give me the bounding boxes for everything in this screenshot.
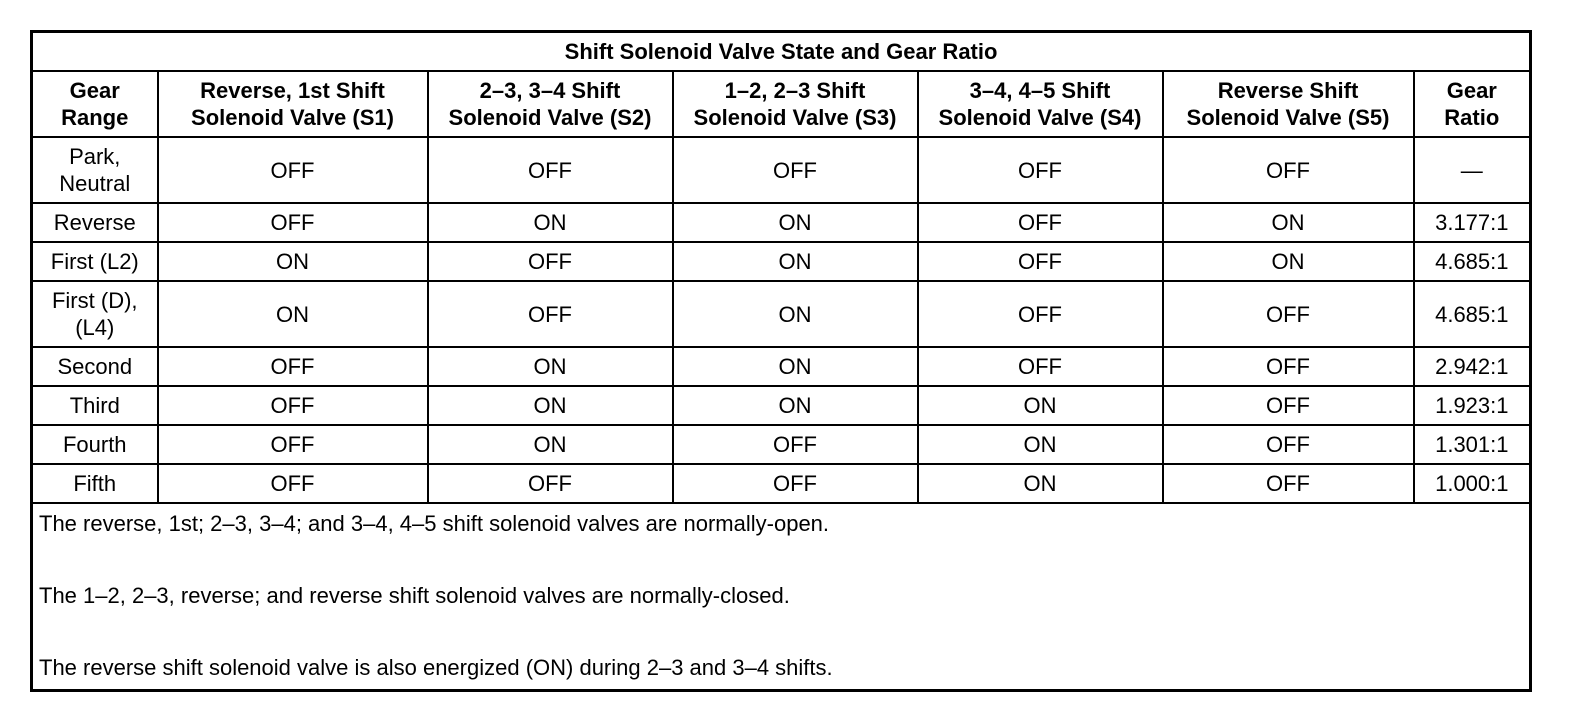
s1-state-cell: OFF bbox=[158, 425, 428, 464]
s3-state-cell: ON bbox=[673, 347, 918, 386]
s5-state-cell: OFF bbox=[1163, 386, 1414, 425]
s2-state-cell: OFF bbox=[428, 137, 673, 203]
note-normally-open: The reverse, 1st; 2–3, 3–4; and 3–4, 4–5 shift solenoid valves are normally-open. bbox=[39, 511, 830, 536]
s2-state-cell: OFF bbox=[428, 281, 673, 347]
s5-state-cell: OFF bbox=[1163, 137, 1414, 203]
header-line: Solenoid Valve (S3) bbox=[693, 105, 897, 130]
s1-state-cell: ON bbox=[158, 281, 428, 347]
s4-state-cell: OFF bbox=[918, 281, 1163, 347]
s5-state-cell: ON bbox=[1163, 203, 1414, 242]
header-line: 3–4, 4–5 Shift bbox=[969, 78, 1111, 103]
s1-state-cell: OFF bbox=[158, 386, 428, 425]
header-line: Reverse Shift bbox=[1217, 78, 1359, 103]
s3-state-cell: OFF bbox=[673, 137, 918, 203]
gear-range-cell: Fourth bbox=[32, 425, 158, 464]
s5-state-cell: OFF bbox=[1163, 281, 1414, 347]
header-line: 2–3, 3–4 Shift bbox=[479, 78, 621, 103]
gear-ratio-cell: 4.685:1 bbox=[1414, 281, 1531, 347]
gear-line: Neutral bbox=[59, 171, 131, 196]
header-line: Solenoid Valve (S5) bbox=[1186, 105, 1390, 130]
table-row bbox=[32, 137, 1531, 203]
s1-state-cell: OFF bbox=[158, 203, 428, 242]
column-header-s2 bbox=[428, 71, 673, 137]
table-title: Shift Solenoid Valve State and Gear Ratio bbox=[32, 32, 1531, 72]
s1-state-cell: OFF bbox=[158, 347, 428, 386]
table-row bbox=[32, 203, 1531, 242]
gear-ratio-cell: 1.301:1 bbox=[1414, 425, 1531, 464]
s2-state-cell: OFF bbox=[428, 242, 673, 281]
s4-state-cell: OFF bbox=[918, 203, 1163, 242]
gear-line: Park, bbox=[69, 144, 121, 169]
s5-state-cell: OFF bbox=[1163, 347, 1414, 386]
header-line: Gear bbox=[1446, 78, 1497, 103]
table-title-row bbox=[32, 32, 1531, 72]
column-header-s5 bbox=[1163, 71, 1414, 137]
table-row bbox=[32, 347, 1531, 386]
s2-state-cell: OFF bbox=[428, 464, 673, 503]
gear-ratio-cell: 1.923:1 bbox=[1414, 386, 1531, 425]
gear-line: First (D), bbox=[51, 288, 138, 313]
gear-range-cell: Second bbox=[32, 347, 158, 386]
header-line: Solenoid Valve (S2) bbox=[448, 105, 652, 130]
s3-state-cell: OFF bbox=[673, 464, 918, 503]
column-header-gear-ratio bbox=[1414, 71, 1531, 137]
s2-state-cell: ON bbox=[428, 203, 673, 242]
s4-state-cell: OFF bbox=[918, 137, 1163, 203]
s4-state-cell: OFF bbox=[918, 242, 1163, 281]
notes-row bbox=[32, 503, 1531, 691]
gear-range-cell: First (L2) bbox=[32, 242, 158, 281]
s5-state-cell: OFF bbox=[1163, 425, 1414, 464]
s3-state-cell: ON bbox=[673, 386, 918, 425]
gear-ratio-cell: — bbox=[1414, 137, 1531, 203]
s1-state-cell: OFF bbox=[158, 464, 428, 503]
solenoid-valve-table bbox=[30, 30, 1532, 692]
header-line: Ratio bbox=[1444, 105, 1500, 130]
s4-state-cell: ON bbox=[918, 425, 1163, 464]
note-normally-closed: The 1–2, 2–3, reverse; and reverse shift solenoid valves are normally-closed. bbox=[39, 583, 790, 608]
table-row bbox=[32, 425, 1531, 464]
column-header-gear-range bbox=[32, 71, 158, 137]
table-row bbox=[32, 464, 1531, 503]
header-line: Gear bbox=[69, 78, 120, 103]
s4-state-cell: OFF bbox=[918, 347, 1163, 386]
column-header-s3 bbox=[673, 71, 918, 137]
gear-ratio-cell: 3.177:1 bbox=[1414, 203, 1531, 242]
note-energized-during-shifts: The reverse shift solenoid valve is also energized (ON) during 2–3 and 3–4 shifts. bbox=[39, 655, 833, 680]
header-line: Reverse, 1st Shift bbox=[200, 78, 385, 103]
gear-range-cell: Reverse bbox=[32, 203, 158, 242]
s2-state-cell: ON bbox=[428, 347, 673, 386]
gear-ratio-cell: 2.942:1 bbox=[1414, 347, 1531, 386]
gear-range-cell bbox=[32, 137, 158, 203]
s2-state-cell: ON bbox=[428, 386, 673, 425]
s3-state-cell: ON bbox=[673, 203, 918, 242]
table-row bbox=[32, 242, 1531, 281]
notes-cell bbox=[32, 503, 1531, 691]
column-header-s4 bbox=[918, 71, 1163, 137]
table-row bbox=[32, 281, 1531, 347]
table-header-row bbox=[32, 71, 1531, 137]
column-header-s1 bbox=[158, 71, 428, 137]
s3-state-cell: ON bbox=[673, 281, 918, 347]
s3-state-cell: ON bbox=[673, 242, 918, 281]
gear-ratio-cell: 4.685:1 bbox=[1414, 242, 1531, 281]
s5-state-cell: ON bbox=[1163, 242, 1414, 281]
gear-range-cell bbox=[32, 281, 158, 347]
header-line: Solenoid Valve (S4) bbox=[938, 105, 1142, 130]
s1-state-cell: OFF bbox=[158, 137, 428, 203]
s1-state-cell: ON bbox=[158, 242, 428, 281]
s3-state-cell: OFF bbox=[673, 425, 918, 464]
s5-state-cell: OFF bbox=[1163, 464, 1414, 503]
header-line: Solenoid Valve (S1) bbox=[191, 105, 394, 130]
s2-state-cell: ON bbox=[428, 425, 673, 464]
gear-ratio-cell: 1.000:1 bbox=[1414, 464, 1531, 503]
header-line: Range bbox=[61, 105, 129, 130]
s4-state-cell: ON bbox=[918, 464, 1163, 503]
gear-line: (L4) bbox=[75, 315, 115, 340]
s4-state-cell: ON bbox=[918, 386, 1163, 425]
gear-range-cell: Third bbox=[32, 386, 158, 425]
gear-range-cell: Fifth bbox=[32, 464, 158, 503]
header-line: 1–2, 2–3 Shift bbox=[724, 78, 866, 103]
table-row bbox=[32, 386, 1531, 425]
